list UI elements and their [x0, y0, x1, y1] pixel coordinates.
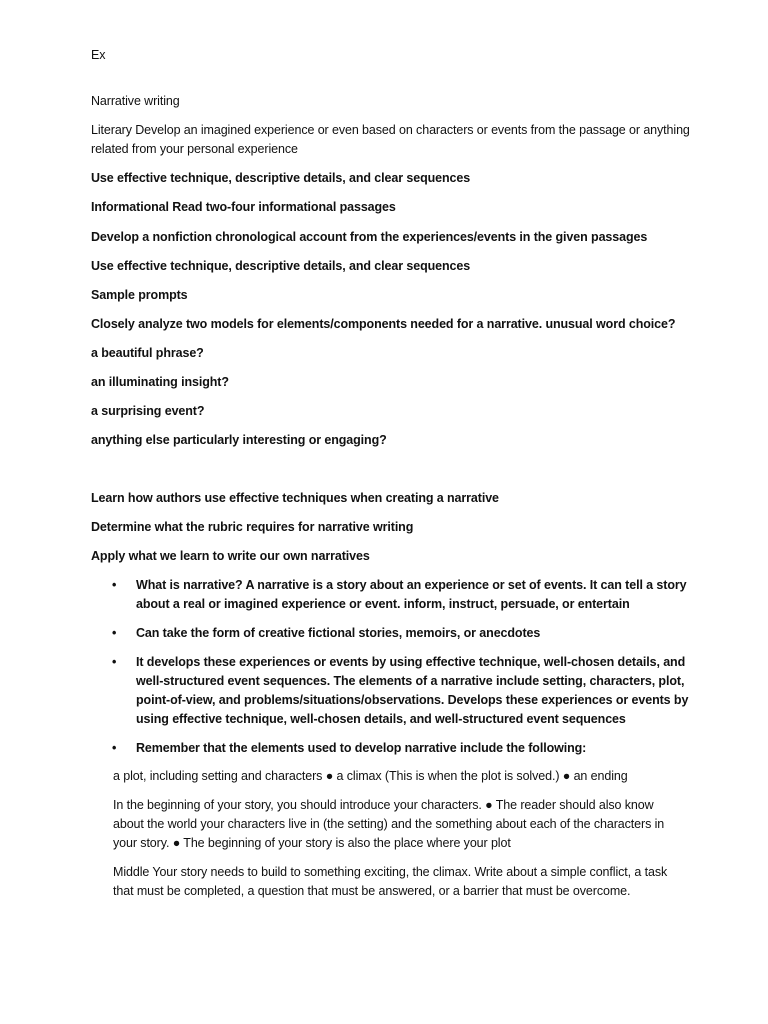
informational-line: Informational Read two-four informational passages	[91, 200, 396, 214]
bullet-dot: •	[112, 655, 117, 669]
closely-analyze-line: Closely analyze two models for elements/components needed for a narrative. unusual word choice?	[91, 317, 676, 331]
surprising-event-line: a surprising event?	[91, 404, 205, 418]
narrative-writing-heading: Narrative writing	[91, 94, 180, 108]
bullet-item-what-is-narrative	[112, 576, 692, 614]
apply-line: Apply what we learn to write our own narratives	[91, 549, 370, 563]
determine-line: Determine what the rubric requires for narrative writing	[91, 520, 414, 534]
bullet-item-remember	[112, 739, 692, 758]
bullet-text: What is narrative? A narrative is a story about an experience or set of events. It can tell a story about a real or imagined experience or event. inform, instruct, persuade, or entertain	[136, 578, 687, 611]
bullet-dot: •	[112, 626, 117, 640]
illuminating-insight-line: an illuminating insight?	[91, 375, 229, 389]
use-technique-line-1: Use effective technique, descriptive details, and clear sequences	[91, 171, 471, 185]
ex-label: Ex	[91, 48, 106, 62]
bullet-dot: •	[112, 741, 117, 755]
bullet-dot: •	[112, 578, 117, 592]
bullet-text: Can take the form of creative fictional stories, memoirs, or anecdotes	[136, 626, 541, 640]
bullet-item-forms	[112, 624, 692, 643]
use-technique-line-2: Use effective technique, descriptive details, and clear sequences	[91, 259, 471, 273]
develop-nonfiction-line: Develop a nonfiction chronological account from the experiences/events in the given passages	[91, 230, 648, 244]
bullet-text: Remember that the elements used to develop narrative include the following:	[136, 741, 587, 755]
beautiful-phrase-line: a beautiful phrase?	[91, 346, 204, 360]
anything-else-line: anything else particularly interesting or engaging?	[91, 433, 387, 447]
bullet-text: It develops these experiences or events by using effective technique, well-chosen details, and well-structured event sequences. The elements of a narrative include setting, characters, plot, point-of-view, and problems/situations/observations. Develops these experiences or events by using effective technique, well-chosen details, and well-structured event sequences	[136, 655, 689, 726]
bullet-item-develops	[112, 653, 692, 729]
beginning-paragraph: In the beginning of your story, you should introduce your characters. ● The reader should also know about the world your characters live in (the setting) and the something about each of the characters in your story. ● The beginning of your story is also the place where your plot	[113, 798, 665, 850]
learn-line: Learn how authors use effective techniques when creating a narrative	[91, 491, 499, 505]
middle-paragraph: Middle Your story needs to build to something exciting, the climax. Write about a simple conflict, a task that must be completed, a question that must be answered, or a barrier that must be overcome.	[113, 865, 668, 898]
sample-prompts-heading: Sample prompts	[91, 288, 188, 302]
literary-paragraph: Literary Develop an imagined experience or even based on characters or events from the passage or anything related from your personal experience	[91, 123, 690, 156]
plot-climax-ending-line: a plot, including setting and characters ● a climax (This is when the plot is solved.) ● an ending	[113, 769, 628, 783]
